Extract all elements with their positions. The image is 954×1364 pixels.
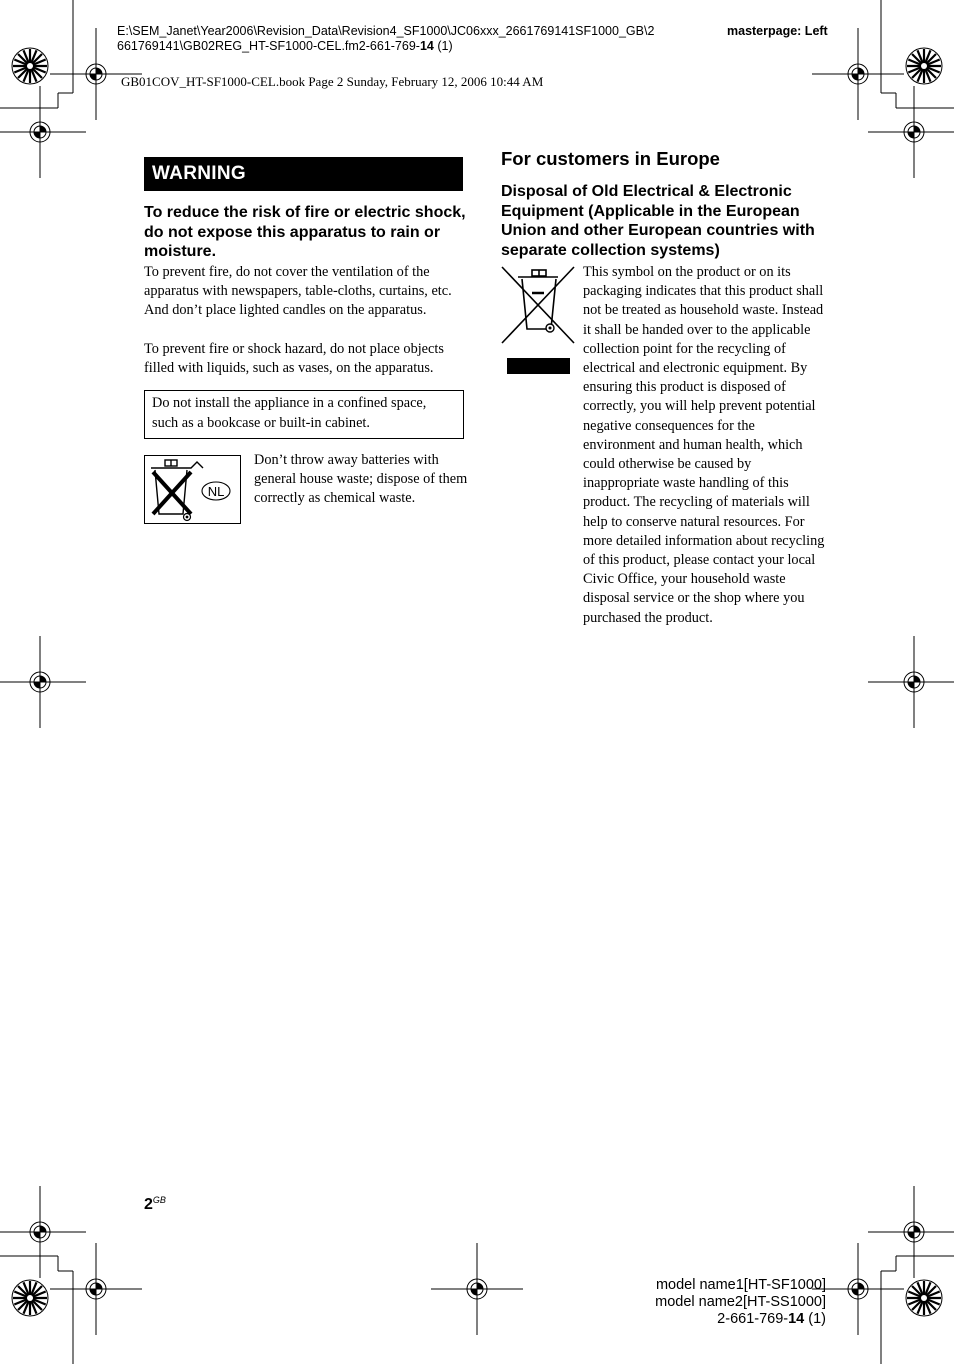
registration-mark-icon xyxy=(859,627,954,737)
disposal-text: This symbol on the product or on its packaging indicates that this product shall not be treated as household waste. Instead it shall be handed over to the applicable collection point for the recycling of electrical and electronic equipment. By ensuring this product is disposed of correctly, you will help prevent potential negative consequences for the environment and human health, which could otherwise be caused by inappropriate waste handling of this product. The recycling of materials will help to conserve natural resources. For more detailed information about recycling of this product, please contact your local Civic Office, your household waste disposal service or the shop where you purchased the product. xyxy=(583,264,825,626)
file-path xyxy=(117,24,654,54)
masterpage-label: masterpage: Left xyxy=(727,24,828,38)
footer-model-info xyxy=(560,1277,826,1328)
footer-code: 2-661-769-14 (1) xyxy=(717,1311,826,1327)
warning-paragraph-ventilation: To prevent fire, do not cover the ventilation of the apparatus with newspapers, table-cloths, curtains, etc. And don’t place lighted candles on the apparatus. xyxy=(144,264,452,319)
warning-heading: To reduce the risk of fire or electric shock, do not expose this apparatus to rain or moisture. xyxy=(144,204,466,260)
disposal-heading: Disposal of Old Electrical & Electronic Equipment (Applicable in the European Union and other European countries with separate collection systems) xyxy=(501,183,815,259)
battery-disposal-text: Don’t throw away batteries with general house waste; dispose of them correctly as chemical waste. xyxy=(254,452,468,507)
battery-disposal-symbol xyxy=(144,455,241,524)
page-number-suffix: GB xyxy=(152,1195,166,1205)
file-path-line-2: 661769141\GB02REG_HT-SF1000-CEL.fm2-661-769-14 (1) xyxy=(117,39,453,53)
weee-underline-bar xyxy=(507,358,570,374)
registration-mark-icon xyxy=(0,627,95,737)
registration-mark-icon xyxy=(0,77,95,187)
nl-badge: NL xyxy=(207,484,225,499)
footer-model-2: model name2[HT-SS1000] xyxy=(655,1294,826,1310)
page-number: $2^{GB}$ xyxy=(144,1195,166,1213)
footer-model-1: model name1[HT-SF1000] xyxy=(655,1277,826,1293)
book-info-line: GB01COV_HT-SF1000-CEL.book Page 2 Sunday, February 12, 2006 10:44 AM xyxy=(121,74,544,89)
installation-note-box: Do not install the appliance in a confined space, such as a bookcase or built-in cabinet. xyxy=(144,390,464,439)
europe-section-title: For customers in Europe xyxy=(501,148,720,169)
file-path-line-1: E:\SEM_Janet\Year2006\Revision_Data\Revision4_SF1000\JC06xxx_2661769141SF1000_GB\2 xyxy=(117,24,655,38)
registration-mark-icon xyxy=(422,1234,532,1344)
registration-mark-icon xyxy=(859,77,954,187)
crossed-wheelie-bin-icon xyxy=(500,263,576,345)
warning-label: WARNING xyxy=(144,157,463,191)
registration-mark-icon xyxy=(41,1234,151,1344)
warning-paragraph-liquids: To prevent fire or shock hazard, do not place objects filled with liquids, such as vases, on the apparatus. xyxy=(144,341,444,377)
crossed-bin-battery-icon xyxy=(145,456,240,523)
